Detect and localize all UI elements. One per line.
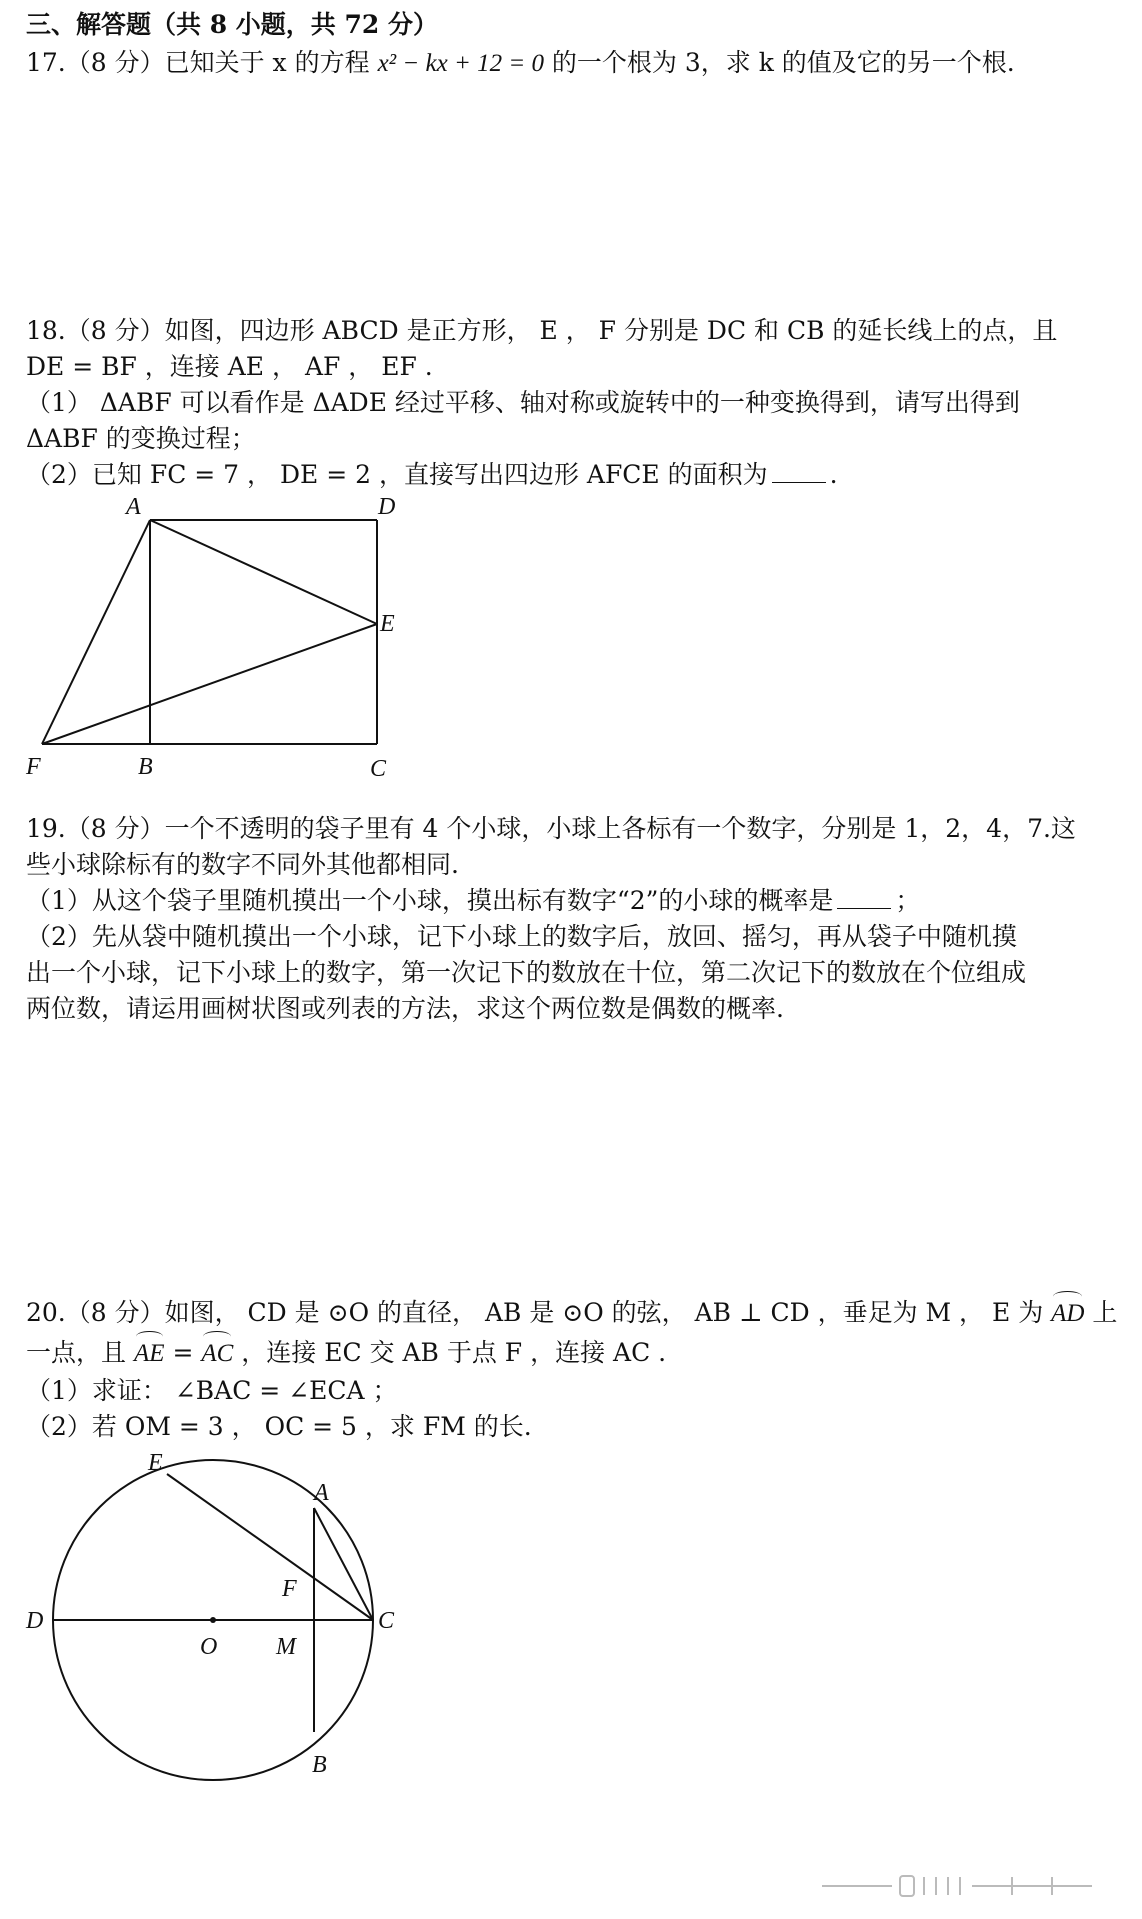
label-b: B <box>138 754 153 776</box>
label-a: A <box>126 496 141 520</box>
label-m: M <box>276 1634 296 1660</box>
label-b: B <box>312 1752 327 1778</box>
q20-part1: （1）求证： ∠BAC = ∠ECA ； <box>26 1376 398 1405</box>
label-o: O <box>200 1634 218 1660</box>
label-c: C <box>378 1608 395 1634</box>
section-title: 三、解答题（共 8 小题，共 72 分） <box>26 10 439 39</box>
q19-line2: 些小球除标有的数字不同外其他都相同. <box>26 850 459 879</box>
question-17 <box>26 46 1122 81</box>
q18-part2-end: . <box>829 460 838 489</box>
q19-part1 <box>26 884 1122 918</box>
q17-equation: x² − kx + 12 = 0 <box>377 50 544 77</box>
answer-blank <box>837 886 891 909</box>
q19-part1-text: （1）从这个袋子里随机摸出一个小球，摸出标有数字“2”的小球的概率是 <box>26 886 834 915</box>
q17-suffix: 的一个根为 3，求 k 的值及它的另一个根. <box>543 48 1015 77</box>
q20-line1-a: 20.（8 分）如图， CD 是 ⊙O 的直径， AB 是 ⊙O 的弦， AB ⊥ CD ，垂足为 M ， E 为 <box>26 1298 1052 1327</box>
q18-part1-line2: ΔABF 的变换过程； <box>26 424 256 453</box>
q19-part2-line2: 出一个小球，记下小球上的数字，第一次记下的数放在十位，第二次记下的数放在个位组成 <box>26 958 1027 987</box>
label-f: F <box>26 754 41 776</box>
q19-part2-line1: （2）先从袋中随机摸出一个小球，记下小球上的数字后，放回、摇匀，再从袋子中随机摸 <box>26 922 1017 951</box>
q19-part2-line3: 两位数，请运用画树状图或列表的方法，求这个两位数是偶数的概率. <box>26 994 784 1023</box>
figure-circle-o <box>20 1448 440 1788</box>
q20-line1-b: 上 <box>1084 1298 1118 1327</box>
label-d: D <box>26 1608 44 1634</box>
watermark-logo <box>812 1873 1112 1899</box>
q20-line2-a: 一点，且 <box>26 1338 134 1367</box>
q19-part1-end: ； <box>895 886 921 915</box>
label-d: D <box>378 496 396 520</box>
q17-prefix: 17.（8 分）已知关于 x 的方程 <box>26 48 378 77</box>
q20-part2: （2）若 OM = 3 ， OC = 5 ，求 FM 的长. <box>26 1412 532 1441</box>
arc-ae: AE <box>134 1337 165 1371</box>
q18-part2 <box>26 458 1122 492</box>
q20-line2 <box>26 1336 1122 1371</box>
q18-line1: 18.（8 分）如图，四边形 ABCD 是正方形， E ， F 分别是 DC 和 CB 的延长线上的点，且 <box>26 316 1058 345</box>
q20-line1 <box>26 1296 1122 1331</box>
q19-line1: 19.（8 分）一个不透明的袋子里有 4 个小球，小球上各标有一个数字，分别是 1，2，4，7.这 <box>26 814 1076 843</box>
arc-ad: AD <box>1051 1297 1084 1331</box>
q18-part2-text: （2）已知 FC = 7 ， DE = 2 ，直接写出四边形 AFCE 的面积为 <box>26 460 768 489</box>
arc-ac: AC <box>201 1337 233 1371</box>
label-e: E <box>148 1450 163 1476</box>
q18-line2: DE = BF ，连接 AE ， AF ， EF . <box>26 352 433 381</box>
q18-part1-line1: （1） ΔABF 可以看作是 ΔADE 经过平移、轴对称或旋转中的一种变换得到，请写出得到 <box>26 388 1020 417</box>
figure-square-abcd <box>20 496 440 776</box>
label-a: A <box>314 1480 329 1506</box>
label-e: E <box>380 611 395 637</box>
q20-line2-b: ，连接 EC 交 AB 于点 F ，连接 AC . <box>233 1338 667 1367</box>
answer-blank <box>772 460 826 483</box>
label-f: F <box>282 1576 297 1602</box>
label-c: C <box>370 756 387 776</box>
q20-line2-mid: = <box>164 1338 202 1367</box>
